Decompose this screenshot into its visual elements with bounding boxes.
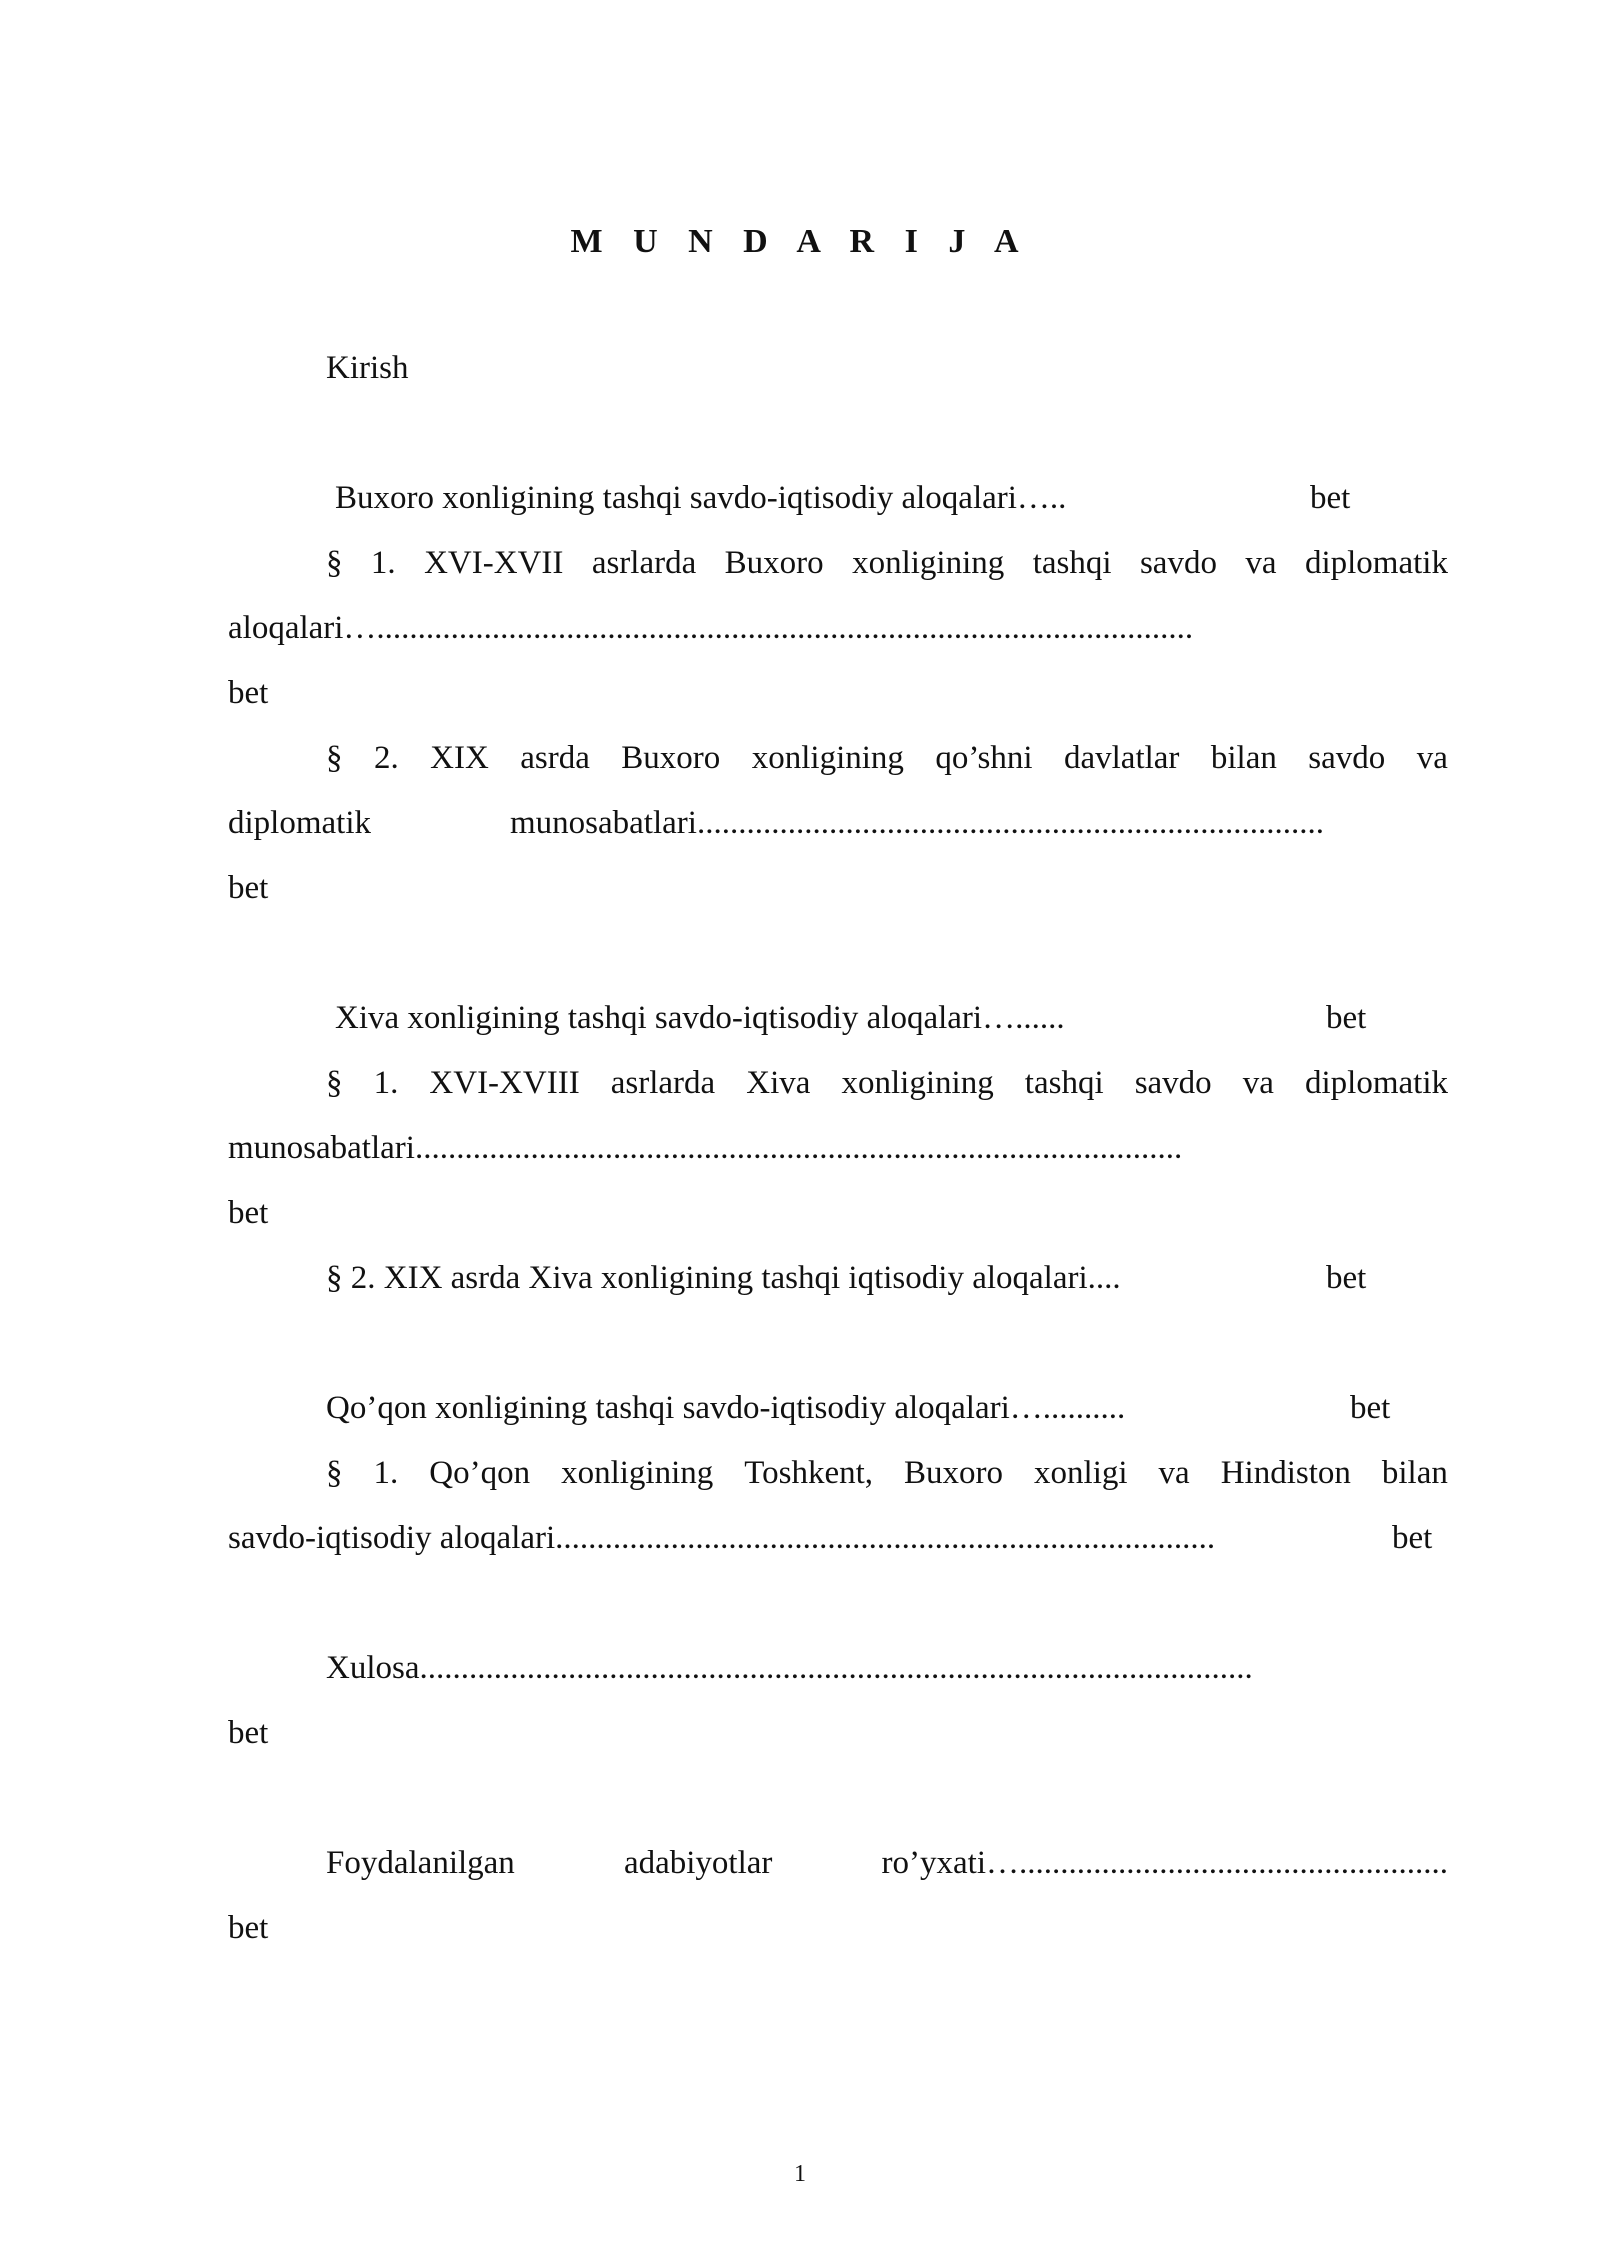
toc-page-ref: bet — [1350, 1390, 1391, 1426]
toc-chapter-2-section-1-continuation: munosabatlari............................................................................................. — [228, 1130, 1183, 1166]
toc-word: XIX — [430, 740, 489, 776]
toc-word: 1. — [373, 1455, 399, 1491]
toc-word: § — [326, 545, 343, 581]
toc-entry-bibliography — [326, 1839, 1448, 1887]
toc-page-ref: bet — [1326, 1000, 1367, 1036]
page-title: M U N D A R I J A — [570, 223, 1030, 260]
toc-word: davlatlar — [1063, 740, 1180, 776]
toc-word: Toshkent, — [744, 1455, 874, 1491]
toc-word: xonligining — [852, 545, 1005, 581]
toc-word: xonligining — [841, 1065, 994, 1101]
toc-chapter-3-heading: Qo’qon xonligining tashqi savdo-iqtisodiy aloqalari….......... — [326, 1390, 1126, 1426]
toc-page-ref: bet — [228, 870, 269, 906]
toc-chapter-1-section-2 — [326, 734, 1448, 782]
toc-word: Hindiston — [1220, 1455, 1351, 1491]
toc-word: adabiyotlar — [623, 1845, 773, 1881]
toc-word: § — [326, 740, 343, 776]
toc-chapter-2-section-1 — [326, 1059, 1448, 1107]
page-number: 1 — [794, 2161, 806, 2187]
toc-chapter-1-section-1 — [326, 539, 1448, 587]
toc-chapter-1-section-2-continuation-a: diplomatik — [228, 805, 371, 841]
toc-word: Xiva — [746, 1065, 811, 1101]
toc-chapter-1-section-2-continuation-b: munosabatlari............................................................................ — [510, 805, 1324, 841]
toc-word: ro’yxati….................................................... — [881, 1845, 1448, 1881]
toc-word: XVI-XVII — [424, 545, 564, 581]
toc-word: savdo — [1134, 1065, 1212, 1101]
toc-word: diplomatik — [1304, 545, 1448, 581]
toc-page-ref: bet — [1392, 1520, 1433, 1556]
toc-chapter-3-section-1-continuation: savdo-iqtisodiy aloqalari................................................................................ — [228, 1520, 1216, 1556]
toc-word: xonligining — [751, 740, 904, 776]
toc-word: va — [1416, 740, 1448, 776]
toc-word: Buxoro — [904, 1455, 1004, 1491]
toc-word: bilan — [1210, 740, 1277, 776]
toc-word: Buxoro — [621, 740, 721, 776]
toc-word: bilan — [1381, 1455, 1448, 1491]
toc-word: asrlarda — [591, 545, 697, 581]
toc-chapter-3-section-1 — [326, 1449, 1448, 1497]
toc-word: xonligining — [561, 1455, 714, 1491]
toc-chapter-1-section-1-continuation: aloqalari…................................................................................................... — [228, 610, 1194, 646]
toc-word: § — [326, 1455, 343, 1491]
toc-chapter-2-section-2: § 2. XIX asrda Xiva xonligining tashqi iqtisodiy aloqalari.... — [326, 1260, 1121, 1296]
toc-word: Foydalanilgan — [326, 1845, 515, 1881]
toc-word: savdo — [1139, 545, 1217, 581]
toc-word: XVI-XVIII — [429, 1065, 580, 1101]
toc-word: Buxoro — [724, 545, 824, 581]
toc-word: Qo’qon — [429, 1455, 531, 1491]
toc-word: 1. — [370, 545, 396, 581]
toc-word: qo’shni — [935, 740, 1033, 776]
toc-page-ref: bet — [228, 1715, 269, 1751]
toc-entry-kirish: Kirish — [326, 350, 409, 386]
toc-page-ref: bet — [228, 1195, 269, 1231]
toc-word: va — [1245, 545, 1277, 581]
toc-word: asrda — [520, 740, 590, 776]
toc-word: va — [1242, 1065, 1274, 1101]
toc-page-ref: bet — [228, 675, 269, 711]
toc-word: § — [326, 1065, 343, 1101]
toc-page-ref: bet — [228, 1910, 269, 1946]
toc-page-ref: bet — [1326, 1260, 1367, 1296]
toc-word: va — [1158, 1455, 1190, 1491]
toc-word: 2. — [373, 740, 399, 776]
toc-word: savdo — [1308, 740, 1386, 776]
toc-chapter-1-heading: Buxoro xonligining tashqi savdo-iqtisodiy aloqalari….. — [335, 480, 1067, 516]
toc-word: tashqi — [1032, 545, 1112, 581]
toc-word: diplomatik — [1305, 1065, 1448, 1101]
toc-word: xonligi — [1034, 1455, 1128, 1491]
toc-entry-xulosa: Xulosa..................................................................................................... — [326, 1650, 1253, 1686]
toc-chapter-2-heading: Xiva xonligining tashqi savdo-iqtisodiy aloqalari…...... — [335, 1000, 1065, 1036]
toc-word: tashqi — [1024, 1065, 1104, 1101]
toc-word: asrlarda — [610, 1065, 716, 1101]
toc-word: 1. — [373, 1065, 399, 1101]
toc-page-ref: bet — [1310, 480, 1351, 516]
